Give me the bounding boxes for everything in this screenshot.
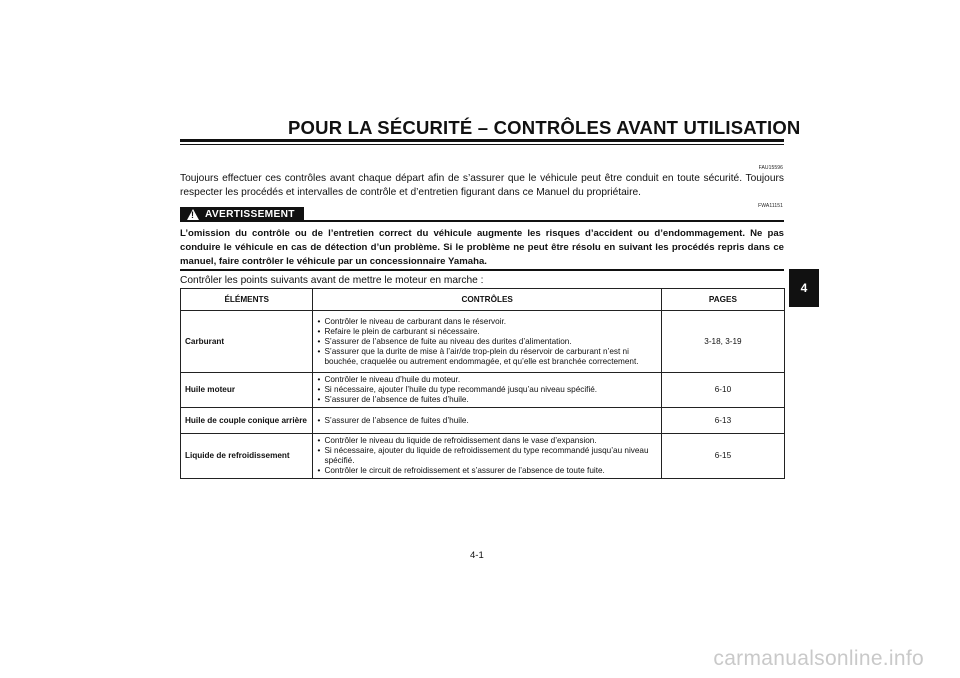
warning-triangle-icon <box>187 209 199 220</box>
row-pages: 6-13 <box>661 408 784 434</box>
header-elements: ÉLÉMENTS <box>181 289 313 311</box>
intro-code: FAU15596 <box>758 165 783 171</box>
warning-badge <box>180 207 304 222</box>
check-item: • Si nécessaire, ajouter l’huile du type recommandé jusqu’au niveau spécifié. <box>317 385 656 395</box>
header-pages: PAGES <box>661 289 784 311</box>
warning-label: AVERTISSEMENT <box>205 209 295 220</box>
check-item: • Si nécessaire, ajouter du liquide de refroidissement du type recommandé jusqu’au niveau spécifié. <box>317 446 656 466</box>
row-pages: 6-15 <box>661 434 784 479</box>
row-pages: 6-10 <box>661 373 784 408</box>
check-item: • Contrôler le niveau d’huile du moteur. <box>317 375 656 385</box>
table-row <box>181 373 785 408</box>
check-item: • Refaire le plein de carburant si nécessaire. <box>317 327 656 337</box>
title-rule-thin <box>180 144 784 145</box>
check-item: • Contrôler le niveau de carburant dans le réservoir. <box>317 317 656 327</box>
check-item: • Contrôler le circuit de refroidissement et s’assurer de l’absence de toute fuite. <box>317 466 656 476</box>
header-checks: CONTRÔLES <box>313 289 661 311</box>
table-header-row <box>181 289 785 311</box>
section-tab: 4 <box>789 269 819 307</box>
check-item: • S’assurer de l’absence de fuites d’huile. <box>317 416 656 426</box>
check-item: • S’assurer de l’absence de fuite au niveau des durites d’alimentation. <box>317 337 656 347</box>
check-item: • S’assurer que la durite de mise à l’air/de trop-plein du réservoir de carburant n’est ni bouchée, craquelée ou autrement endommagée, et qu’elle est branchée correctement. <box>317 347 656 367</box>
table-row <box>181 311 785 373</box>
page-title: POUR LA SÉCURITÉ – CONTRÔLES AVANT UTILISATION <box>288 117 801 138</box>
row-element: Carburant <box>181 311 313 373</box>
checks-table <box>180 288 785 479</box>
row-element: Liquide de refroidissement <box>181 434 313 479</box>
page-number: 4-1 <box>470 550 484 561</box>
table-row <box>181 434 785 479</box>
row-checks <box>313 434 661 479</box>
check-item: • Contrôler le niveau du liquide de refroidissement dans le vase d’expansion. <box>317 436 656 446</box>
watermark: carmanualsonline.info <box>713 647 924 670</box>
row-checks <box>313 373 661 408</box>
warning-code: FWA11151 <box>758 203 783 209</box>
row-checks <box>313 408 661 434</box>
warning-bottom-line <box>180 269 784 271</box>
check-item: • S’assurer de l’absence de fuites d’huile. <box>317 395 656 405</box>
table-row <box>181 408 785 434</box>
intro-paragraph: Toujours effectuer ces contrôles avant chaque départ afin de s’assurer que le véhicule peut être conduit en toute sécurité. Toujours respecter les procédés et intervalles de contrôle et d’entretien figurant dans ce Manuel du propriétaire. <box>180 173 784 198</box>
row-checks <box>313 311 661 373</box>
warning-text: L’omission du contrôle ou de l’entretien correct du véhicule augmente les risques d’accident ou d’endommagement. Ne pas conduire le véhicule en cas de détection d’un problème. Si le problème ne peut être résolu en suivant les procédés repris dans ce manuel, faire contrôler le véhicule par un concessionnaire Yamaha. <box>180 228 784 267</box>
title-rule-thick <box>180 139 784 142</box>
row-element: Huile de couple conique arrière <box>181 408 313 434</box>
lead-text: Contrôler les points suivants avant de mettre le moteur en marche : <box>180 275 484 286</box>
row-pages: 3-18, 3-19 <box>661 311 784 373</box>
warning-header-line <box>304 220 784 222</box>
row-element: Huile moteur <box>181 373 313 408</box>
